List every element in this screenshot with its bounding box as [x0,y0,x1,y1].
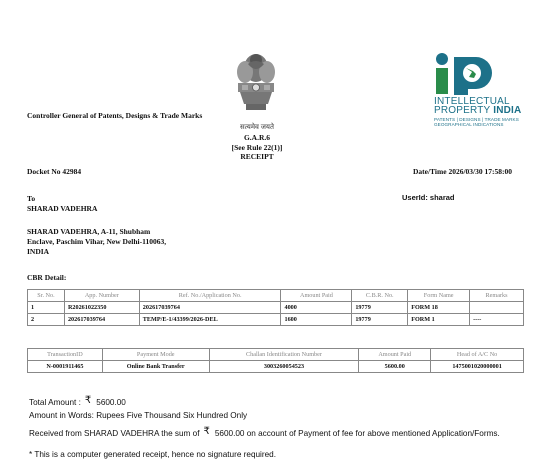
column-header: TransactionID [28,349,103,361]
received-prefix: Received from SHARAD VADEHRA the sum of [29,429,200,438]
challan-number: 3003260054523 [209,361,359,373]
table-cell: 4000 [281,302,352,314]
total-amount [29,396,126,408]
table-cell: 19779 [352,302,408,314]
recipient-label: To [27,194,36,203]
table-cell: 202617039764 [64,314,139,326]
amount-in-words: Amount in Words: Rupees Five Thousand Six Hundred Only [29,411,248,420]
national-emblem-icon [228,50,284,120]
ipi-wordmark-line2 [434,106,521,116]
user-id: UserId: sharad [402,193,455,202]
table-cell: R20261022350 [64,302,139,314]
rupee-icon: ₹ [203,426,210,437]
column-header: Remarks [470,290,524,302]
table-cell: TEMP/E-1/43399/2026-DEL [139,314,281,326]
ipi-tagline [434,117,544,127]
column-header: Amount Paid [359,349,431,361]
table-cell: 1600 [281,314,352,326]
total-value: 5600.00 [96,398,126,407]
received-suffix: 5600.00 on account of Payment of fee for above mentioned Application/Forms. [214,429,500,438]
form-reference [215,133,299,162]
table-cell: 202617039764 [139,302,281,314]
column-header: Amount Paid [281,290,352,302]
table-row [28,361,524,373]
table-cell: 1 [28,302,65,314]
recipient-name: SHARAD VADEHRA [27,204,98,213]
table-header-row [28,290,524,302]
payment-table [27,348,524,373]
column-header: Ref. No./Application No. [139,290,281,302]
ipi-wordmark-line1: INTELLECTUAL [434,96,510,107]
address-line: INDIA [27,247,50,256]
rupee-icon: ₹ [84,395,92,406]
ipi-property-word: PROPERTY [434,105,491,116]
table-cell: 2 [28,314,65,326]
ipi-india-word: INDIA [493,105,522,116]
organization-name: Controller General of Patents, Designs & Trade Marks [27,111,203,120]
table-row [28,314,524,326]
document-title: RECEIPT [240,152,274,161]
table-cell [470,302,524,314]
cbr-section-title: CBR Detail: [27,273,67,282]
recipient-address [27,227,212,257]
receipt-datetime: Date/Time 2026/03/30 17:58:00 [412,167,512,176]
table-cell: FORM 18 [408,302,470,314]
address-line: SHARAD VADEHRA, A-11, Shubham [27,227,151,236]
address-line: Enclave, Paschim Vihar, New Delhi-110063, [27,237,167,246]
emblem-motto: सत्यमेव जयते [240,123,274,131]
column-header: Head of A/C No [431,349,524,361]
rule-reference: [See Rule 22(1)] [231,142,283,152]
column-header: App. Number [64,290,139,302]
total-label: Total Amount : [29,398,81,407]
received-statement [29,427,519,439]
column-header: Payment Mode [102,349,209,361]
column-header: Challan Identification Number [209,349,359,361]
amount-paid: 5600.00 [359,361,431,373]
table-row [28,302,524,314]
column-header: C.B.R. No. [352,290,408,302]
column-header: Sr. No. [28,290,65,302]
payment-mode: Online Bank Transfer [102,361,209,373]
ipi-tagline-line2: GEOGRAPHICAL INDICATIONS [434,122,504,128]
column-header: Form Name [408,290,470,302]
ip-india-logo-icon [434,51,496,95]
table-cell: 19779 [352,314,408,326]
cbr-table [27,289,524,326]
table-cell: ---- [470,314,524,326]
form-code: G.A.R.6 [243,133,271,142]
ipi-tagline-line1: PATENTS | DESIGNS | TRADE MARKS [434,117,519,122]
docket-number: Docket No 42984 [27,167,82,176]
table-cell: FORM 1 [408,314,470,326]
computer-generated-note: * This is a computer generated receipt, hence no signature required. [29,450,276,459]
table-header-row [28,349,524,361]
transaction-id: N-0001911465 [28,361,103,373]
head-of-account: 1475001020000001 [431,361,524,373]
